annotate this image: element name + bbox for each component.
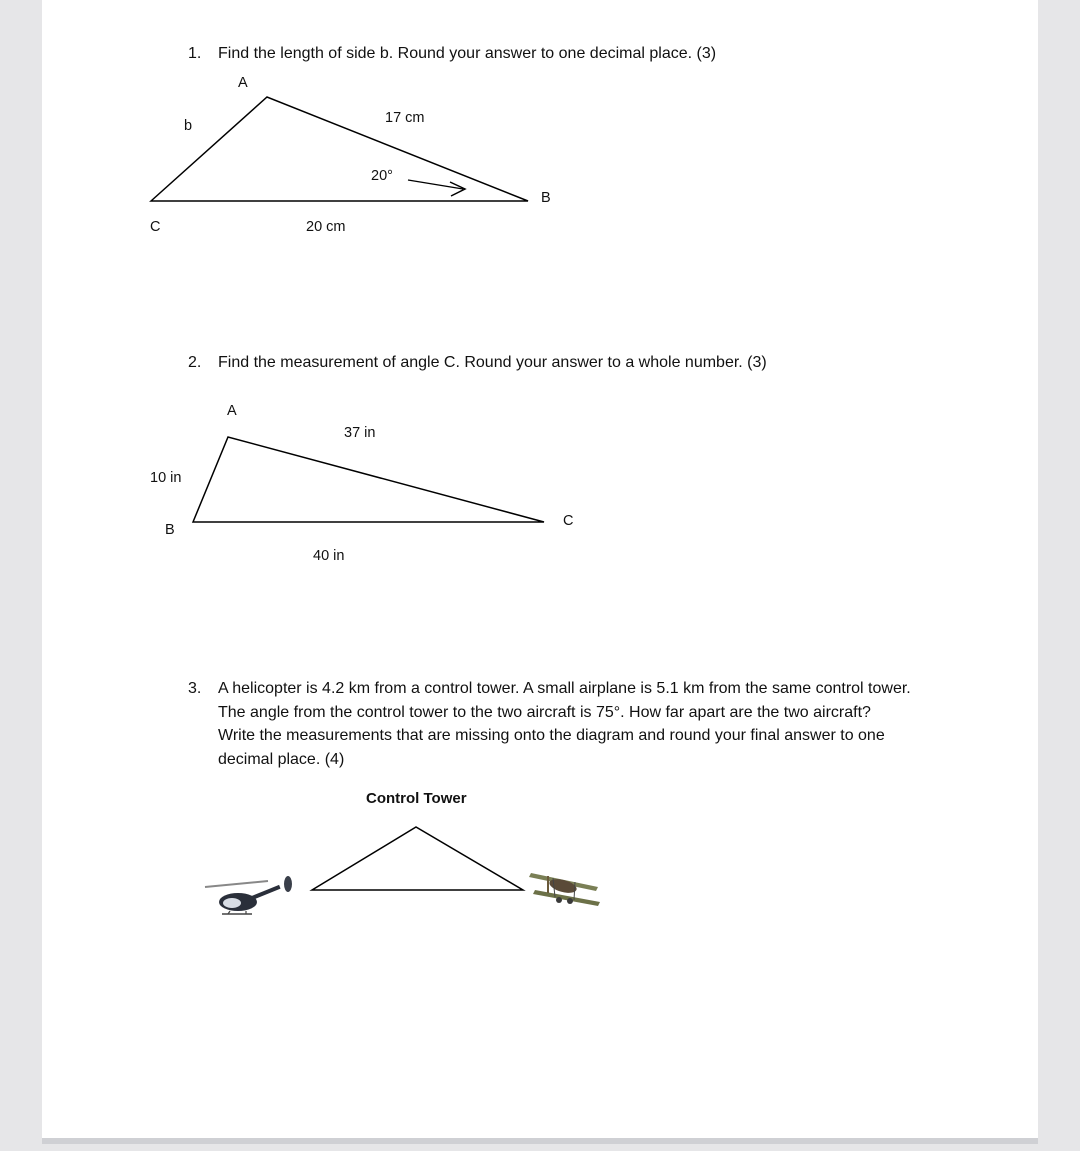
tri2-side-ab-length: 10 in (150, 470, 182, 486)
triangle-2 (193, 437, 544, 522)
question-2-text: Find the measurement of angle C. Round your answer to a whole number. (3) (218, 354, 767, 371)
tri1-vertex-c: C (150, 219, 161, 235)
question-1-number: 1. (188, 45, 202, 62)
question-1-text: Find the length of side b. Round your answer to one decimal place. (3) (218, 45, 717, 62)
airplane-icon (529, 873, 600, 906)
tri2-vertex-c: C (563, 513, 574, 529)
triangle-3 (312, 827, 523, 890)
tri1-vertex-a: A (238, 75, 248, 91)
question-3-number: 3. (188, 680, 202, 697)
angle-arrow-1 (408, 180, 465, 196)
question-2 (188, 351, 908, 375)
question-3-text: A helicopter is 4.2 km from a control tower. A small airplane is 5.1 km from the same control tower. The angle from the control tower to the two aircraft is 75°. How far apart are the two aircraft? Write the measurements that are missing onto the diagram and round your final answer to one decimal place. (4) (218, 680, 911, 768)
tri1-side-b-label: b (184, 118, 193, 134)
tri2-vertex-b: B (165, 522, 175, 538)
tri1-vertex-b: B (541, 190, 551, 206)
helicopter-icon (205, 876, 292, 914)
tri1-angle-b: 20° (371, 168, 393, 184)
control-tower-label: Control Tower (366, 790, 467, 807)
tri2-side-ac-length: 37 in (344, 425, 376, 441)
tri2-side-bc-length: 40 in (313, 548, 345, 564)
tri2-vertex-a: A (227, 403, 237, 419)
question-3 (188, 677, 912, 771)
question-2-number: 2. (188, 354, 202, 371)
triangle-1 (151, 97, 528, 201)
tri1-side-cb-length: 20 cm (306, 219, 346, 235)
tri1-side-ab-length: 17 cm (385, 110, 425, 126)
